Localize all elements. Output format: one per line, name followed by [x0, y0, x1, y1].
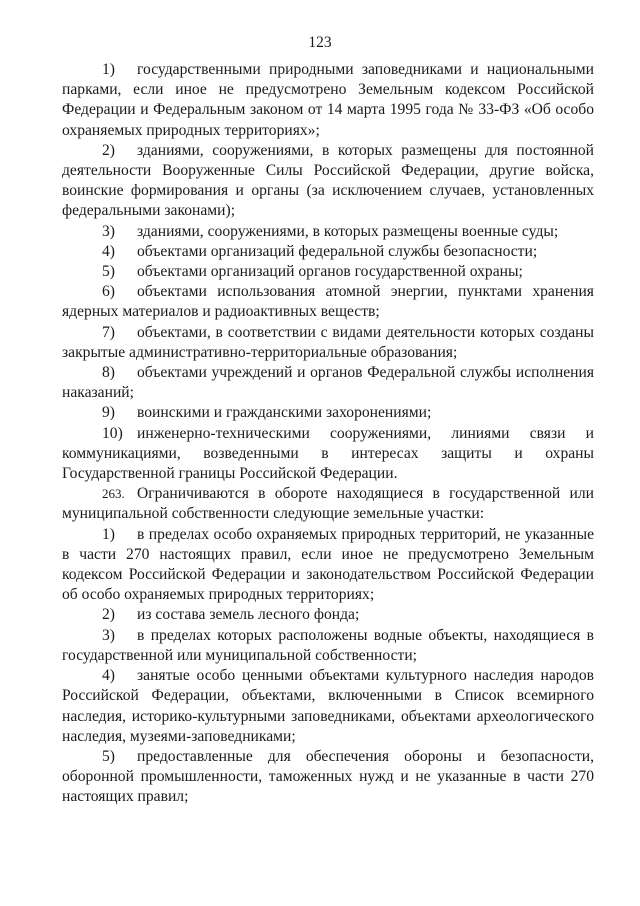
item-number: 2)	[102, 606, 115, 624]
item-number: 4)	[102, 667, 115, 685]
item-number: 7)	[102, 323, 115, 341]
section-text: Ограничиваются в обороте находящиеся в государственной или муниципальной собственности следующие земельные участки:	[62, 485, 594, 523]
item-text: объектами организаций федеральной службы безопасности;	[137, 242, 538, 260]
item-number: 9)	[102, 404, 115, 422]
item-text: в пределах особо охраняемых природных территорий, не указанные в части 270 настоящих правил, если иное не предусмотрено Земельным кодексом Российской Федерации и законодательством Российской Федерации об особо охраняемых природных территориях;	[62, 525, 594, 604]
list-item	[62, 525, 594, 606]
item-number: 1)	[102, 61, 115, 78]
item-number: 3)	[102, 626, 115, 644]
list-item	[62, 626, 594, 666]
item-text: объектами, в соответствии с видами деятельности которых созданы закрытые административно-территориальные образования;	[62, 323, 594, 361]
list-item	[62, 363, 594, 403]
item-text: зданиями, сооружениями, в которых размещены военные суды;	[137, 222, 559, 240]
item-number: 1)	[102, 525, 115, 543]
list-item	[62, 605, 594, 625]
item-number: 8)	[102, 364, 115, 382]
section-paragraph-263	[62, 484, 594, 524]
item-number: 3)	[102, 222, 115, 240]
list-item	[62, 403, 594, 423]
item-text: воинскими и гражданскими захоронениями;	[137, 404, 432, 422]
list-item	[62, 222, 594, 242]
list-item	[62, 262, 594, 282]
item-text: зданиями, сооружениями, в которых размещены для постоянной деятельности Вооруженные Силы Российской Федерации, другие войска, воинские формирования и органы (за исключением случаев, установленных федеральными законами);	[62, 141, 594, 220]
list-item	[62, 424, 594, 485]
item-text: объектами использования атомной энергии, пунктами хранения ядерных материалов и радиоактивных веществ;	[62, 283, 594, 321]
item-text: объектами учреждений и органов Федеральной службы исполнения наказаний;	[62, 364, 594, 402]
list-item	[62, 747, 594, 808]
item-number: 10)	[102, 424, 123, 442]
list-item	[62, 242, 594, 262]
item-text: государственными природными заповедниками и национальными парками, если иное не предусмотрено Земельным кодексом Российской Федерации и Федеральным законом от 14 марта 1995 года № 33-ФЗ «Об особо охраняемых природных территориях»;	[62, 61, 594, 139]
item-text: из состава земель лесного фонда;	[137, 606, 360, 624]
list-item	[62, 60, 594, 141]
item-number: 2)	[102, 141, 115, 159]
item-text: в пределах которых расположены водные объекты, находящиеся в государственной или муниципальной собственности;	[62, 626, 594, 664]
item-text: инженерно-техническими сооружениями, линиями связи и коммуникациями, возведенными в интересах защиты и охраны Государственной границы Российской Федерации.	[62, 424, 594, 483]
item-text: занятые особо ценными объектами культурного наследия народов Российской Федерации, объектами, включенными в Список всемирного наследия, историко-культурными заповедниками, объектами археологического наследия, музеями-заповедниками;	[62, 667, 594, 745]
item-number: 5)	[102, 747, 115, 765]
list-item	[62, 323, 594, 363]
item-number: 6)	[102, 283, 115, 301]
item-text: предоставленные для обеспечения обороны и безопасности, оборонной промышленности, таможенных нужд и не указанные в части 270 настоящих правил;	[62, 747, 594, 806]
page-number: 123	[308, 34, 332, 51]
section-number: 263.	[102, 486, 125, 502]
item-text: объектами организаций органов государственной охраны;	[137, 263, 523, 281]
list-item	[62, 282, 594, 322]
list-item	[62, 141, 594, 222]
item-number: 5)	[102, 263, 115, 281]
document-body	[62, 60, 594, 808]
list-item	[62, 666, 594, 747]
item-number: 4)	[102, 242, 115, 260]
